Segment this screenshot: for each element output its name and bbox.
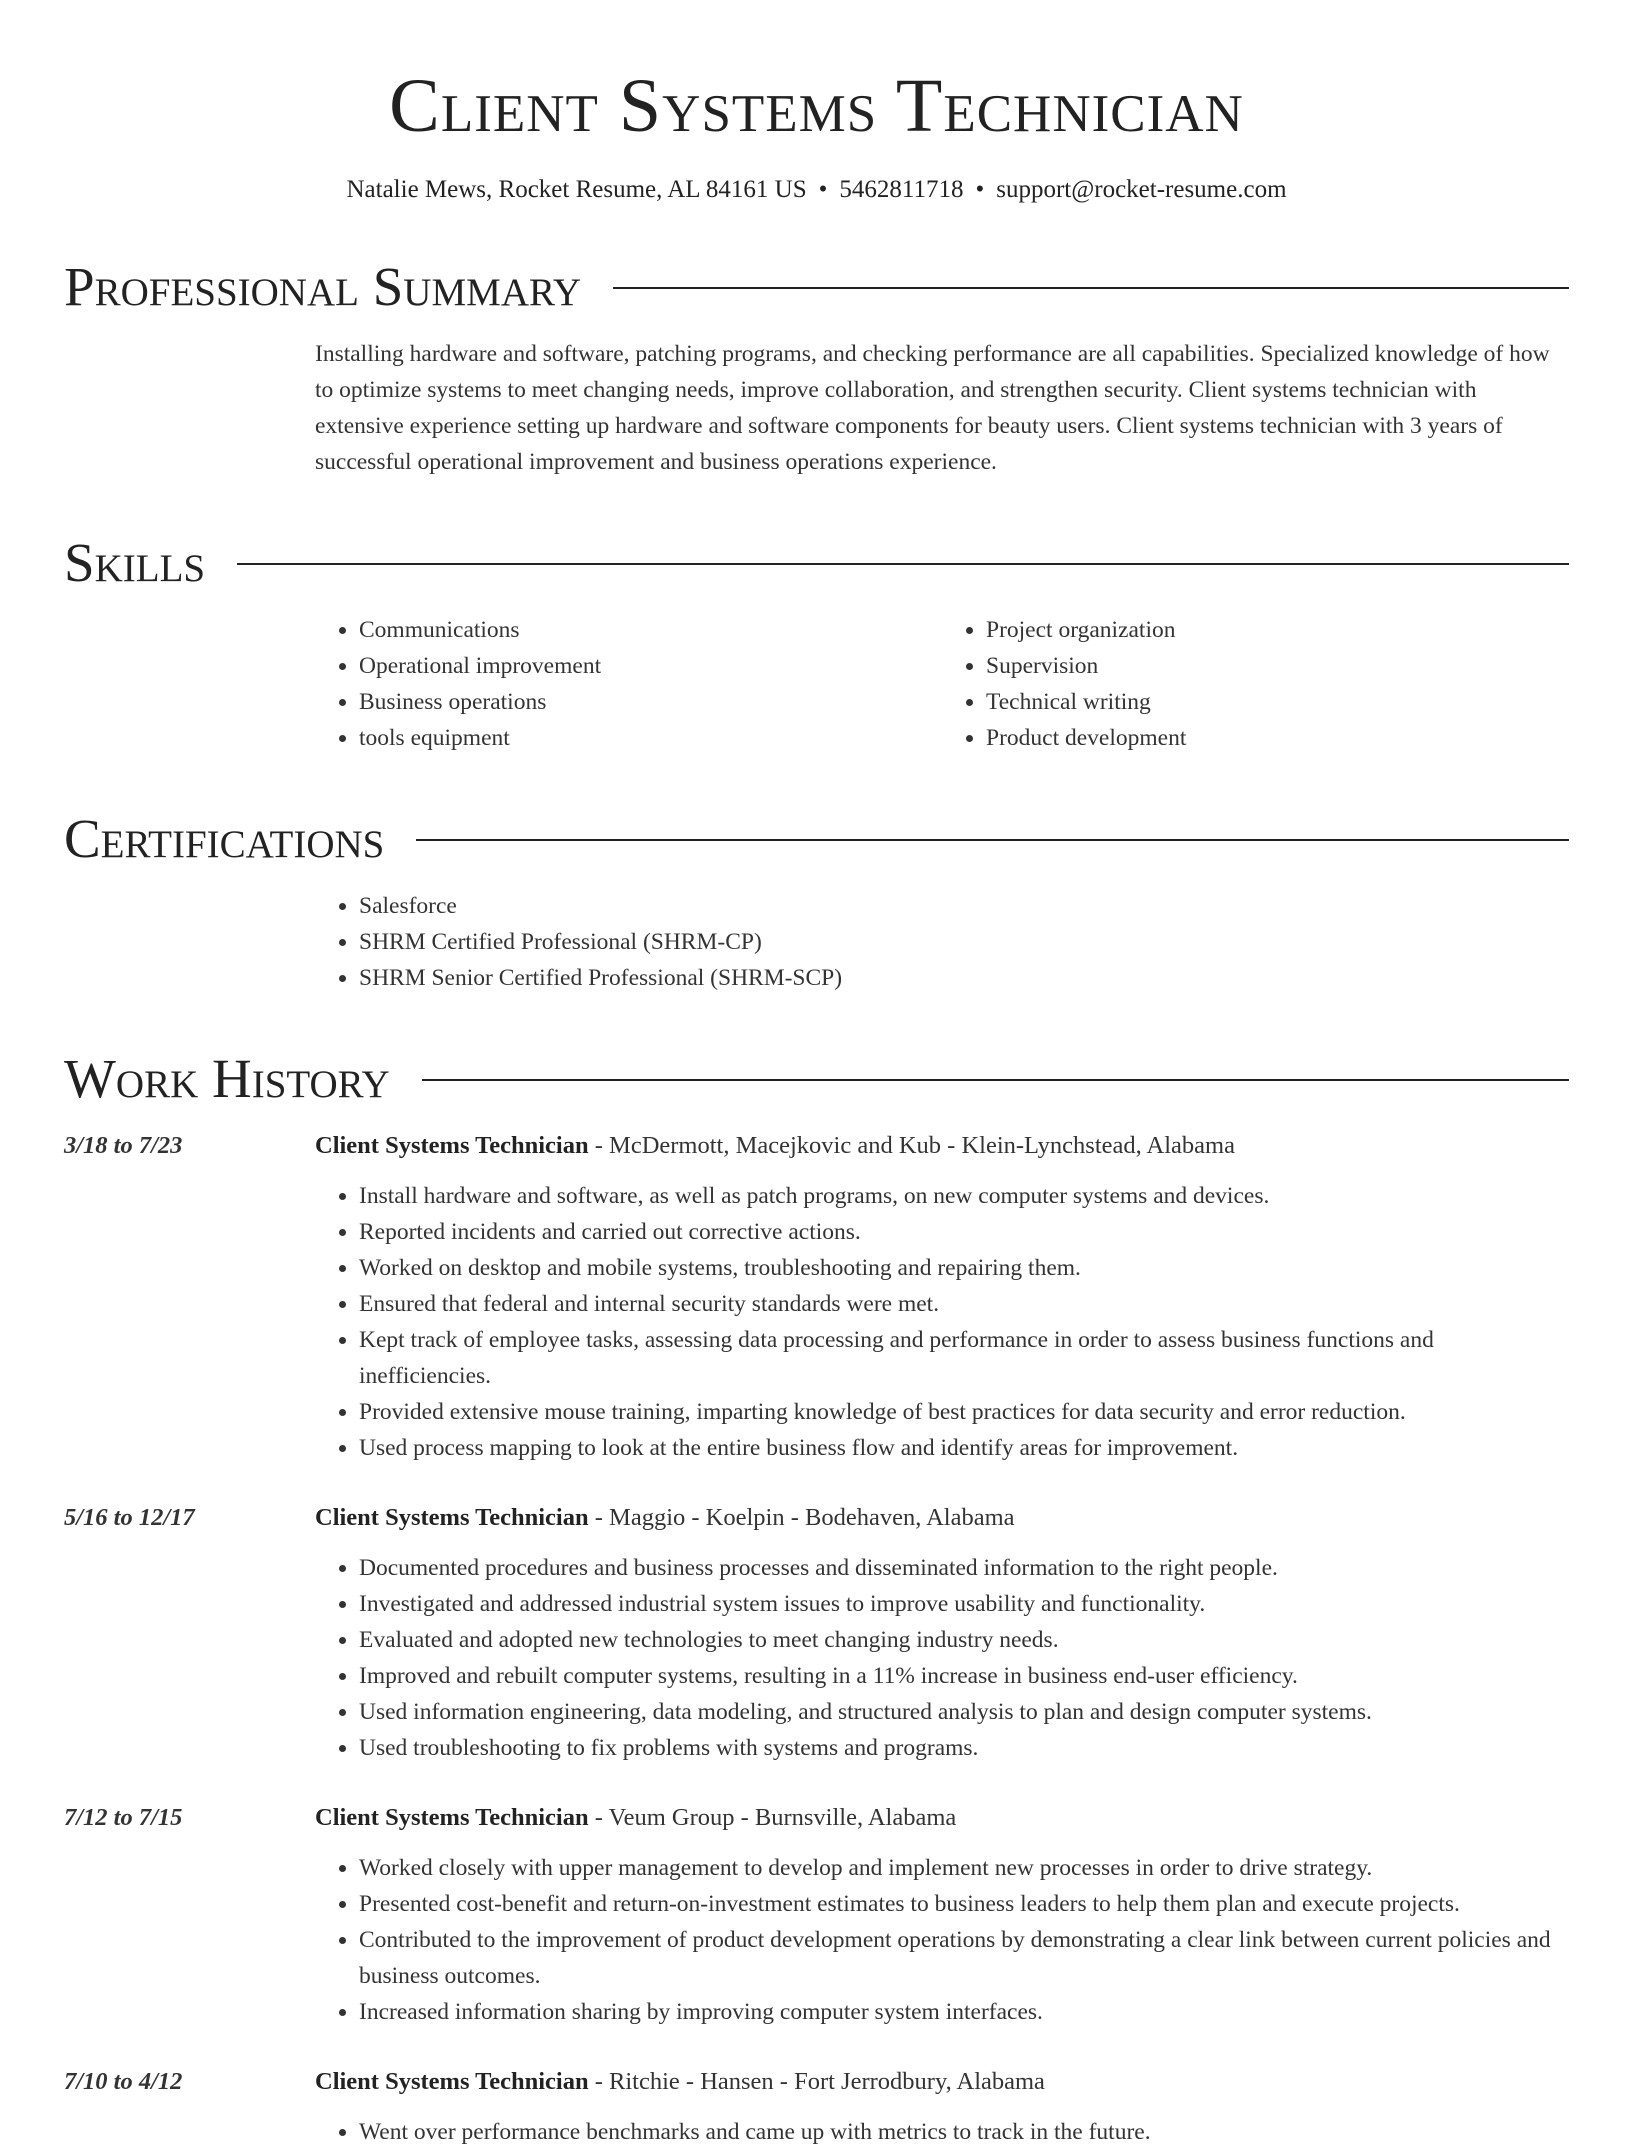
skills-section-header — [64, 532, 1569, 592]
job-details — [315, 1128, 1569, 1466]
job-bullet: • Install hardware and software, as well as patch programs, on new computer systems and devices. — [359, 1178, 1569, 1214]
certifications-section-header — [64, 808, 1569, 868]
contact-separator: • — [818, 176, 828, 203]
contact-address: Natalie Mews, Rocket Resume, AL 84161 US — [346, 176, 807, 203]
section-divider — [237, 563, 1569, 565]
job-bullet: • Worked on desktop and mobile systems, troubleshooting and repairing them. — [359, 1250, 1569, 1286]
job-details — [315, 2064, 1569, 2150]
job-bullet: • Used troubleshooting to fix problems with systems and programs. — [359, 1730, 1569, 1766]
job-bullet: • Kept track of employee tasks, assessing data processing and performance in order to assess business functions and inefficiencies. — [359, 1322, 1569, 1394]
skills-column-left — [315, 612, 942, 756]
work-section-header — [64, 1048, 1569, 1108]
skill-item: • Supervision — [986, 648, 1569, 684]
job-bullet: • Investigated and addressed industrial system issues to improve usability and functionality. — [359, 1586, 1569, 1622]
job-heading — [315, 1500, 1569, 1536]
job-dates: 5/16 to 12/17 — [64, 1504, 195, 1531]
resume-title: Client Systems Technician — [389, 64, 1244, 148]
skill-item: • Product development — [986, 720, 1569, 756]
job-bullet: • Used process mapping to look at the entire business flow and identify areas for improvement. — [359, 1430, 1569, 1466]
job-details — [315, 1800, 1569, 2030]
job-heading — [315, 1800, 1569, 1836]
job-bullet: • Presented cost-benefit and return-on-investment estimates to business leaders to help them plan and execute projects. — [359, 1886, 1569, 1922]
skill-item: • Business operations — [359, 684, 942, 720]
job-bullet: • Worked closely with upper management to develop and implement new processes in order to drive strategy. — [359, 1850, 1569, 1886]
certification-item: • SHRM Certified Professional (SHRM-CP) — [359, 924, 1569, 960]
contact-separator: • — [975, 176, 985, 203]
resume-page — [64, 0, 1569, 2150]
skill-item: • Communications — [359, 612, 942, 648]
job-employer: - Ritchie - Hansen - Fort Jerrodbury, Alabama — [588, 2068, 1045, 2095]
job-bullets — [315, 1550, 1569, 1766]
section-divider — [416, 839, 1569, 841]
certification-item: • Salesforce — [359, 888, 1569, 924]
skill-item: • Technical writing — [986, 684, 1569, 720]
job-bullet: • Improved and rebuilt computer systems, resulting in a 11% increase in business end-user efficiency. — [359, 1658, 1569, 1694]
contact-line — [64, 176, 1569, 204]
summary-section-header — [64, 256, 1569, 316]
certification-item: • SHRM Senior Certified Professional (SHRM-SCP) — [359, 960, 1569, 996]
work-heading: Work History — [64, 1047, 390, 1109]
section-divider — [422, 1079, 1569, 1081]
certifications-list — [315, 888, 1569, 996]
job-bullet: • Documented procedures and business processes and disseminated information to the right people. — [359, 1550, 1569, 1586]
contact-email: support@rocket-resume.com — [996, 176, 1287, 203]
job-entry — [64, 1500, 1569, 1766]
job-role: Client Systems Technician — [315, 2068, 589, 2095]
job-bullet: • Used information engineering, data modeling, and structured analysis to plan and design computer systems. — [359, 1694, 1569, 1730]
certifications-heading: Certifications — [64, 807, 385, 869]
job-role: Client Systems Technician — [315, 1132, 589, 1159]
job-bullet: • Provided extensive mouse training, imparting knowledge of best practices for data security and error reduction. — [359, 1394, 1569, 1430]
section-divider — [613, 287, 1569, 289]
job-entry — [64, 1800, 1569, 2030]
summary-text: Installing hardware and software, patching programs, and checking performance are all capabilities. Specialized knowledge of how to optimize systems to meet changing needs, improve collaboration, and strengthen security. Client systems technician with extensive experience setting up hardware and software components for beauty users. Client systems technician with 3 years of successful operational improvement and business operations experience. — [315, 341, 1550, 475]
skills-column-right — [942, 612, 1569, 756]
job-entry — [64, 1128, 1569, 1466]
job-heading — [315, 1128, 1569, 1164]
job-bullet: • Evaluated and adopted new technologies to meet changing industry needs. — [359, 1622, 1569, 1658]
job-employer: - Maggio - Koelpin - Bodehaven, Alabama — [588, 1504, 1015, 1531]
skill-item: • Operational improvement — [359, 648, 942, 684]
job-details — [315, 1500, 1569, 1766]
job-employer: - Veum Group - Burnsville, Alabama — [588, 1804, 957, 1831]
job-heading — [315, 2064, 1569, 2100]
summary-heading: Professional Summary — [64, 255, 582, 317]
skills-list — [315, 612, 1569, 756]
job-bullet: • Increased information sharing by improving computer system interfaces. — [359, 1994, 1569, 2030]
contact-phone: 5462811718 — [839, 176, 964, 203]
job-bullet: • Ensured that federal and internal security standards were met. — [359, 1286, 1569, 1322]
skills-heading: Skills — [64, 531, 206, 593]
job-bullets — [315, 1178, 1569, 1466]
job-bullets — [315, 1850, 1569, 2030]
skill-item: • tools equipment — [359, 720, 942, 756]
job-role: Client Systems Technician — [315, 1804, 589, 1831]
certifications-items — [315, 888, 1569, 996]
job-entry — [64, 2064, 1569, 2150]
job-dates: 3/18 to 7/23 — [64, 1132, 183, 1159]
job-bullet: • Contributed to the improvement of product development operations by demonstrating a clear link between current policies and business outcomes. — [359, 1922, 1569, 1994]
job-dates: 7/12 to 7/15 — [64, 1804, 183, 1831]
job-dates: 7/10 to 4/12 — [64, 2068, 183, 2095]
skill-item: • Project organization — [986, 612, 1569, 648]
job-bullet: • Went over performance benchmarks and came up with metrics to track in the future. — [359, 2114, 1569, 2150]
job-bullet: • Reported incidents and carried out corrective actions. — [359, 1214, 1569, 1250]
job-role: Client Systems Technician — [315, 1504, 589, 1531]
job-employer: - McDermott, Macejkovic and Kub - Klein-Lynchstead, Alabama — [588, 1132, 1235, 1159]
job-bullets — [315, 2114, 1569, 2150]
